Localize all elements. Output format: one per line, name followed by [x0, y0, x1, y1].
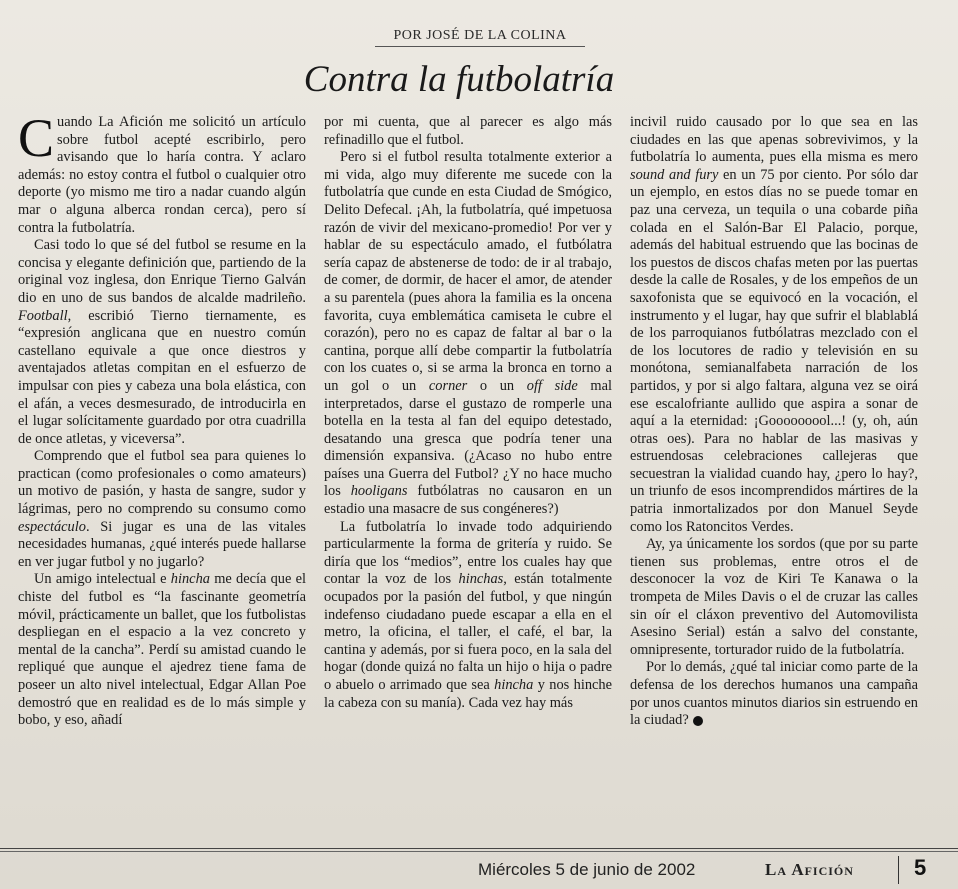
text: , están totalmente ocupados por la pasión del futbol, y que ningún indefenso ciudadano puede escapar a ella en el metro, la oficina, el taller, el café, el bar, la cantina y además, por si fuera poco, en la sala del hogar (donde quizá no falta un hijo o hija o padre o abuelo o arrimado que sea [324, 571, 612, 693]
text: , escribió Tierno tiernamente, es “expresión anglicana que en nuestro común castellano equivale a que once diestros y aventajados atletas compitan en el esfuerzo de impulsar con pies y cabeza una bola elástica, con el afán, a veces desmesurado, de introducirla en el lugar solícitamente guardado por otra cuadrilla de once atletas, y viceversa”. [18, 307, 306, 447]
text: me decía que el chiste del futbol es “la fascinante geometría móvil, prácticamente un ballet, que los futbolistas despliegan en el espacio a la vez concreto y mental de la cancha”. Perdí su amistad cuando le repliqué que aunque el ajedrez tiene fama de poseer un alto nivel intelectual, Edgar Allan Poe demostró que en realidad es de lo más simple y bobo, y eso, añadí [18, 571, 306, 729]
italic-text: hooligans [350, 483, 408, 500]
text: Por lo demás, ¿qué tal iniciar como parte de la defensa de los derechos humanos una campaña por unos cuantos minutos diarios sin estruendo en la ciudad? [630, 659, 918, 729]
text: Un amigo intelectual e [34, 571, 171, 588]
issue-date: Miércoles 5 de junio de 2002 [478, 860, 696, 879]
text: . Si jugar es una de las vitales necesidades humanas, ¿qué interés puede hallarse en ver jugar futbol y no jugarlo? [18, 518, 306, 570]
footer-separator [898, 856, 899, 884]
text: futbólatras no causaron en un estadio una masacre de sus congéneres?) [324, 483, 612, 518]
italic-text: sound and fury [630, 166, 719, 183]
byline: POR JOSÉ DE LA COLINA [393, 28, 567, 43]
italic-text: hinchas [458, 571, 504, 588]
text: La futbolatría lo invade todo adquiriendo particularmente la forma de gritería y ruido. Se diría que los “medios”, entre los cuales hay que contar la voz de los [324, 518, 612, 588]
paragraph [630, 659, 918, 729]
page-number: 5 [914, 855, 927, 880]
text: uando La Afición me solicitó un artículo sobre futbol acepté escribirlo, pero avisando que lo haría contra. Y aclaro además: no estoy contra el futbol o cualquier otro deporte (yo mismo me tiro a nadar cuando algún mar o alguna alberca rondan cerca), pero sí contra la futbolatría. [18, 114, 306, 236]
italic-text: hincha [494, 677, 534, 693]
text: incivil ruido causado por lo que sea en las ciudades en las que apenas sobrevivimos, y la futbolatría lo aumenta, pues ella misma es mero [630, 114, 918, 166]
text: Comprendo que el futbol sea para quienes lo practican (como profesionales o como amateurs) un motivo de pasión, y hasta de sangre, sudor y lágrimas, pero no comprendo su consumo como [18, 448, 306, 518]
paragraph [18, 571, 306, 729]
headline: Contra la futbolatría [303, 59, 615, 100]
paragraph [324, 519, 612, 713]
text: y nos hinche la cabeza con su manía). Cada vez hay más [324, 677, 612, 711]
column-3 [630, 114, 918, 826]
italic-text: off side [526, 377, 578, 394]
paragraph: por mi cuenta, que al parecer es algo más refinadillo que el futbol. [324, 114, 612, 148]
paragraph [18, 114, 306, 237]
italic-text: espectáculo [18, 518, 86, 535]
paragraph [18, 237, 306, 448]
text: Pero si el futbol resulta totalmente exterior a mi vida, algo muy diferente me sucede con la futbolatría que cunde en esta Ciudad de Smógico, Delito Defecal. ¡Ah, la futbolatría, qué impetuosa razón de vivir del mexicano-promedio! Por ver y hablar de su espectáculo amado, el futbólatra sería capaz de abstenerse de todo: de ir al trabajo, de comer, de dormir, de hacer el amor, de atender a su parentela (pues ahora la familia es la oncena favorita, cuya emblemática camiseta le cubre el corazón), pero no es capaz de faltar al bar o la cantina, porque allí debe compartir la futbolatría con los cuates o, si se arma la bronca en torno a un gol o un [324, 149, 612, 394]
column-1 [18, 114, 306, 826]
text: en un 75 por ciento. Por sólo dar un ejemplo, en estos días no se puede tomar en paz una cerveza, un tequila o una cobarde piña colada en el Salón-Bar El Palacio, porque, además del habitual estruendo que las bocinas de los puestos de discos chafas meten por las puertas desde la calle de Rosales, y de los empeños de un saxofonista que se equivocó en la vocación, el instrumento y el lugar, hay que sufrir el blablablá de los parroquianos futbólatras mezclado con el de los locutores de radio y televisión en su monótona, semianalfabeta narración de los partidos, y por si algo faltara, alguna vez se oirá ese escalofriante aullido que aspira a sonar de aquí a la eternidad: ¡Gooooooool...! (y, oh, aún otras oes). Para no hablar de las masivas y estruendosas celebraciones callejeras que secuestran la vialidad cuando hay, ¿pero lo hay?, un triunfo de esos incomprendidos mártires de la patria inmortalizados por don Manuel Seyde como los Ratoncitos Verdes. [630, 166, 918, 535]
column-2 [324, 114, 612, 826]
paragraph: Ay, ya únicamente los sordos (que por su parte tienen sus problemas, entre otros el de desconocer la voz de Kiri Te Kanawa o la trompeta de Miles Davis o el de cruzar las calles sin oír el cláxon preventivo del Automovilista Asesino Serial) están a salvo del constante, omnipresente, torturador ruido de la futbolatría. [630, 536, 918, 658]
drop-cap: C [18, 114, 55, 168]
footer-rule [0, 851, 958, 852]
article-body [18, 114, 918, 826]
italic-text: hincha [170, 571, 210, 588]
text: Casi todo lo que sé del futbol se resume en la concisa y elegante definición que, partiendo de la original voz inglesa, don Enrique Tierno Galván dio en uno de sus bandos de alcalde madrileño. [18, 237, 306, 306]
publication-name: La Afición [765, 860, 854, 879]
paragraph [630, 114, 918, 536]
byline-rule [375, 46, 585, 47]
paragraph [18, 448, 306, 571]
end-mark-icon [693, 716, 703, 726]
italic-text: corner [428, 377, 468, 394]
paragraph [324, 149, 612, 518]
footer-rule [0, 848, 958, 849]
text: mal interpretados, darse el gustazo de romperle una botella en la testa al fan del equipo detestado, desatando una gresca que podría tener una dimensión expansiva. (¿Acaso no hubo entre países una Guerra del Futbol? ¿Y no hace mucho los [324, 377, 612, 500]
text: o un [467, 377, 527, 394]
italic-text: Football [18, 307, 68, 324]
